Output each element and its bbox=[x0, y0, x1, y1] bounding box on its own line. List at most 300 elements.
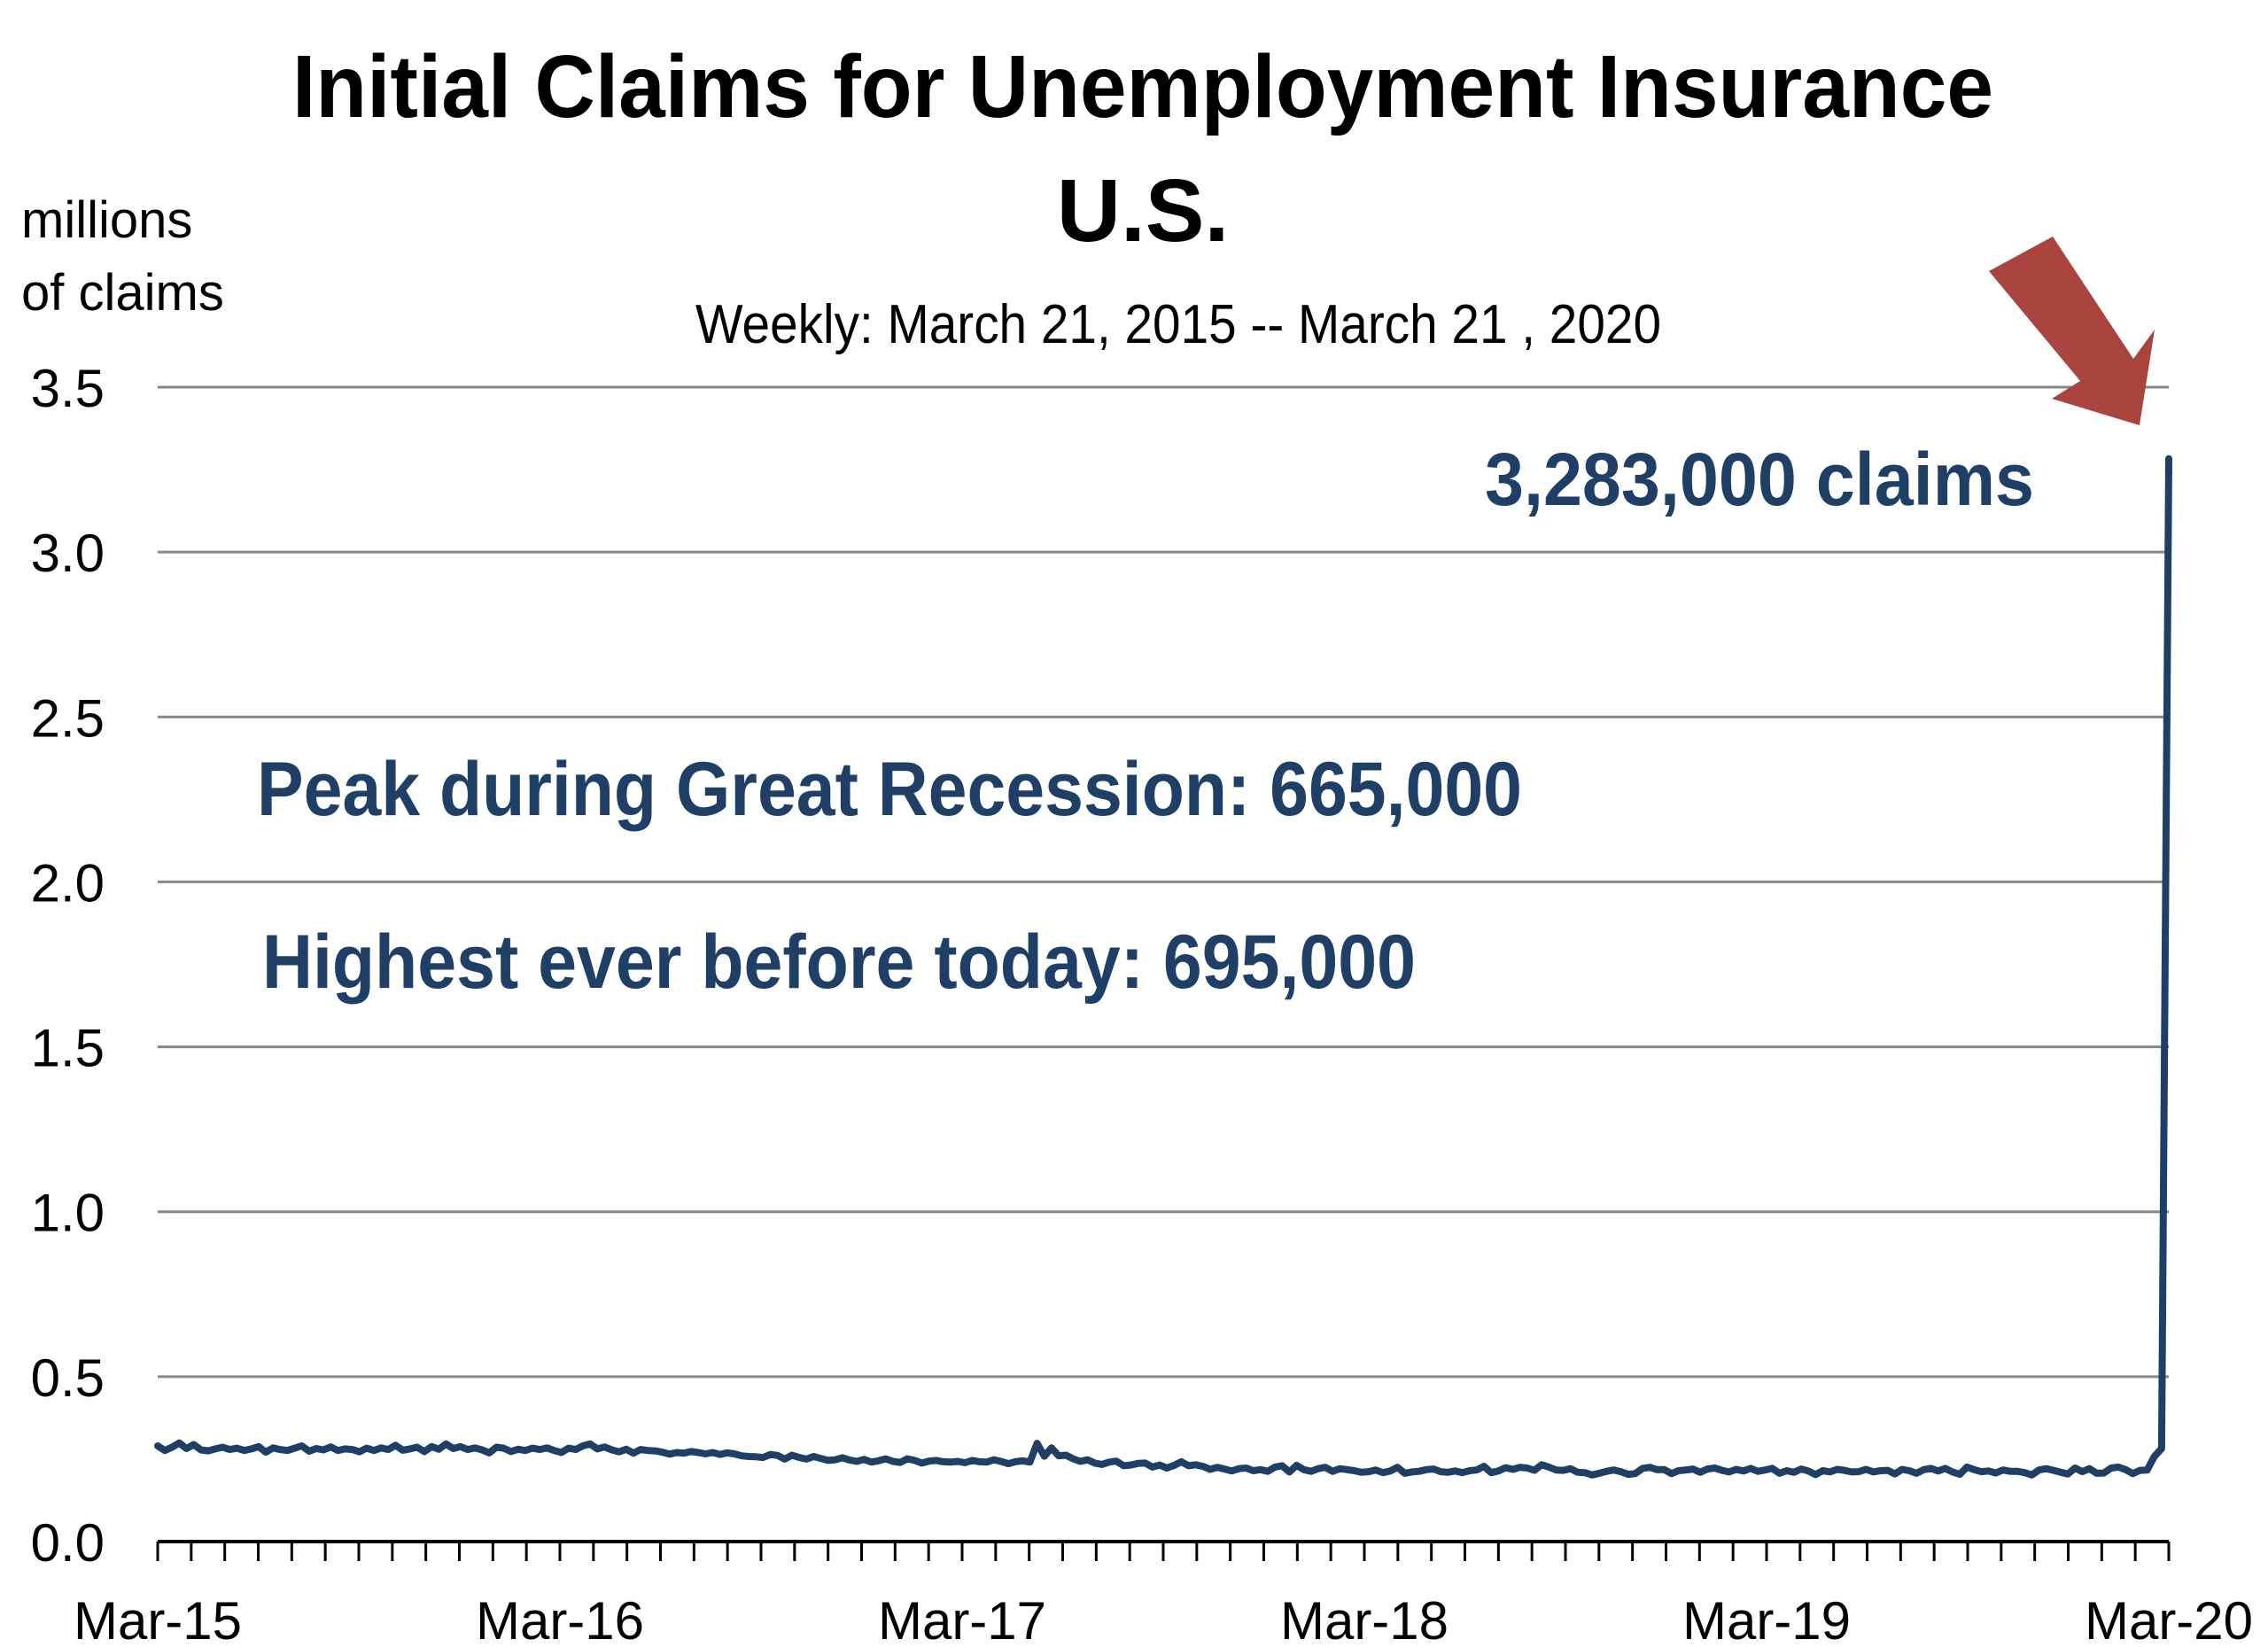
data-point bbox=[653, 1449, 656, 1453]
data-point bbox=[1295, 1464, 1299, 1467]
peak-claims-annotation: 3,283,000 claims bbox=[1485, 438, 2034, 521]
data-point bbox=[1627, 1472, 1630, 1476]
data-point bbox=[358, 1450, 361, 1454]
data-point bbox=[2059, 1471, 2062, 1474]
data-point bbox=[1439, 1470, 1442, 1473]
data-point bbox=[423, 1449, 426, 1453]
data-point bbox=[1763, 1468, 1767, 1472]
data-point bbox=[1029, 1460, 1032, 1464]
data-point bbox=[1078, 1460, 1082, 1464]
arrow-icon bbox=[1989, 237, 2155, 425]
data-point bbox=[819, 1457, 823, 1460]
data-point bbox=[1879, 1469, 1883, 1472]
data-point bbox=[494, 1446, 498, 1449]
data-point bbox=[1165, 1466, 1169, 1470]
data-point bbox=[1526, 1466, 1529, 1470]
data-point bbox=[848, 1458, 851, 1462]
data-point bbox=[1994, 1472, 1998, 1475]
data-point bbox=[1151, 1465, 1154, 1469]
data-point bbox=[1309, 1470, 1313, 1473]
data-point bbox=[1698, 1471, 1702, 1474]
data-point bbox=[437, 1448, 440, 1451]
data-point bbox=[703, 1452, 707, 1456]
data-point bbox=[1518, 1465, 1522, 1469]
data-point bbox=[206, 1449, 210, 1453]
data-point bbox=[1129, 1464, 1132, 1467]
data-point bbox=[293, 1447, 297, 1450]
data-point bbox=[1843, 1469, 1846, 1472]
data-point bbox=[1158, 1464, 1161, 1467]
data-point bbox=[985, 1460, 989, 1464]
data-point bbox=[877, 1459, 881, 1463]
data-point bbox=[711, 1451, 715, 1455]
data-point bbox=[250, 1447, 253, 1450]
x-tick-label: Mar-20 bbox=[2084, 1591, 2254, 1647]
highest-before-annotation: Highest ever before today: 695,000 bbox=[262, 920, 1416, 1005]
data-point bbox=[1619, 1470, 1623, 1473]
data-point bbox=[1172, 1464, 1176, 1467]
chart-subtitle: Weekly: March 21, 2015 -- March 21 , 2020 bbox=[695, 294, 1661, 355]
data-point bbox=[567, 1447, 571, 1450]
data-point bbox=[480, 1449, 484, 1452]
data-point bbox=[1454, 1469, 1457, 1472]
y-tick-label: 0.5 bbox=[30, 1348, 105, 1408]
data-point bbox=[466, 1448, 470, 1451]
data-point bbox=[1900, 1468, 1904, 1472]
data-point bbox=[452, 1447, 455, 1450]
data-point bbox=[1778, 1472, 1782, 1475]
y-axis-label-line2: of claims bbox=[21, 264, 224, 322]
data-point bbox=[1728, 1470, 1731, 1473]
data-point bbox=[1287, 1470, 1291, 1473]
x-tick-label: Mar-17 bbox=[877, 1591, 1047, 1647]
data-point bbox=[1540, 1463, 1543, 1466]
data-point bbox=[898, 1461, 902, 1464]
data-point bbox=[1864, 1468, 1868, 1472]
data-point bbox=[1547, 1465, 1550, 1469]
data-point bbox=[243, 1449, 246, 1452]
data-point bbox=[1814, 1472, 1817, 1476]
data-point bbox=[2102, 1472, 2106, 1475]
data-point bbox=[1922, 1468, 1925, 1472]
data-point bbox=[855, 1460, 858, 1464]
x-tick-label: Mar-19 bbox=[1682, 1591, 1852, 1647]
data-point bbox=[1663, 1468, 1666, 1472]
data-point bbox=[2117, 1465, 2120, 1469]
data-point bbox=[632, 1451, 635, 1455]
data-point bbox=[1302, 1468, 1306, 1472]
data-point bbox=[827, 1458, 830, 1462]
data-point bbox=[1576, 1471, 1580, 1474]
data-point bbox=[1014, 1460, 1017, 1464]
data-point bbox=[1418, 1470, 1421, 1473]
data-point bbox=[1792, 1471, 1796, 1474]
data-point bbox=[884, 1457, 888, 1461]
data-point bbox=[999, 1460, 1003, 1464]
data-point bbox=[1259, 1468, 1262, 1472]
data-point bbox=[1972, 1468, 1976, 1472]
y-tick-label: 1.0 bbox=[30, 1183, 105, 1243]
data-point bbox=[1266, 1470, 1270, 1473]
data-point bbox=[1187, 1464, 1191, 1467]
data-point bbox=[1425, 1468, 1428, 1472]
data-point bbox=[236, 1447, 239, 1450]
data-point bbox=[790, 1454, 794, 1457]
data-point bbox=[1829, 1470, 1832, 1473]
data-point bbox=[942, 1460, 945, 1464]
data-point bbox=[1317, 1467, 1320, 1471]
data-point bbox=[978, 1460, 982, 1464]
data-point bbox=[1403, 1472, 1407, 1475]
data-point bbox=[841, 1456, 844, 1459]
data-point bbox=[1604, 1470, 1608, 1473]
data-point bbox=[761, 1456, 765, 1459]
data-point bbox=[696, 1451, 700, 1455]
data-point bbox=[1179, 1460, 1183, 1464]
y-tick-label: 3.0 bbox=[30, 524, 105, 584]
data-point bbox=[1273, 1465, 1277, 1469]
data-point bbox=[661, 1450, 664, 1454]
data-point bbox=[783, 1457, 787, 1461]
data-point bbox=[553, 1449, 556, 1452]
data-point bbox=[416, 1446, 419, 1449]
data-point bbox=[1381, 1471, 1385, 1474]
data-point bbox=[2088, 1467, 2092, 1471]
data-point bbox=[365, 1447, 369, 1450]
data-point bbox=[1208, 1468, 1212, 1472]
data-point bbox=[1821, 1469, 1825, 1472]
data-point bbox=[1533, 1469, 1536, 1472]
data-point bbox=[1799, 1467, 1803, 1471]
data-point bbox=[1115, 1459, 1118, 1463]
data-point bbox=[1064, 1454, 1068, 1457]
data-point bbox=[1569, 1467, 1573, 1471]
data-point bbox=[1346, 1468, 1349, 1472]
data-point bbox=[1504, 1466, 1508, 1470]
data-point bbox=[430, 1445, 433, 1449]
data-point bbox=[2080, 1470, 2084, 1473]
data-point bbox=[1388, 1469, 1392, 1472]
data-point bbox=[804, 1457, 808, 1461]
data-point bbox=[1749, 1466, 1752, 1470]
data-point bbox=[1482, 1464, 1486, 1468]
data-point bbox=[1122, 1464, 1125, 1467]
data-point bbox=[747, 1455, 750, 1458]
data-point bbox=[682, 1451, 686, 1455]
data-point bbox=[156, 1444, 159, 1448]
data-point bbox=[221, 1446, 224, 1449]
data-point bbox=[891, 1460, 895, 1464]
y-tick-label: 0.0 bbox=[30, 1513, 105, 1573]
data-point bbox=[214, 1447, 217, 1450]
data-point bbox=[689, 1449, 693, 1453]
data-point bbox=[2023, 1471, 2026, 1474]
data-point bbox=[1050, 1446, 1053, 1449]
data-point bbox=[992, 1458, 996, 1462]
data-point bbox=[372, 1449, 376, 1452]
data-point bbox=[271, 1446, 275, 1449]
data-point bbox=[1684, 1468, 1688, 1472]
data-point bbox=[1958, 1472, 1961, 1476]
y-tick-labels bbox=[31, 359, 105, 1573]
data-point bbox=[1043, 1455, 1046, 1458]
data-point bbox=[1554, 1468, 1557, 1472]
data-point bbox=[2160, 1447, 2163, 1450]
data-point bbox=[2146, 1468, 2149, 1472]
data-point bbox=[379, 1446, 383, 1449]
data-point bbox=[1331, 1470, 1334, 1473]
data-point bbox=[2139, 1469, 2142, 1472]
data-point bbox=[1201, 1464, 1205, 1468]
data-point bbox=[1100, 1463, 1104, 1466]
data-point bbox=[1915, 1472, 1918, 1475]
x-tick-label: Mar-18 bbox=[1279, 1591, 1449, 1647]
data-point bbox=[1987, 1469, 1991, 1472]
y-axis-label-line1: millions bbox=[21, 191, 193, 249]
data-point bbox=[1907, 1469, 1911, 1472]
data-point bbox=[617, 1450, 621, 1454]
data-point bbox=[1410, 1470, 1414, 1473]
data-point bbox=[588, 1442, 592, 1446]
data-point bbox=[2153, 1455, 2156, 1458]
data-point bbox=[754, 1455, 757, 1458]
data-point bbox=[1720, 1469, 1724, 1472]
data-point bbox=[264, 1450, 268, 1454]
data-point bbox=[1432, 1467, 1435, 1471]
data-point bbox=[1338, 1467, 1341, 1471]
data-point bbox=[639, 1448, 642, 1451]
data-point bbox=[1252, 1469, 1255, 1472]
data-point bbox=[1677, 1469, 1681, 1472]
data-point bbox=[2016, 1470, 2019, 1473]
gridlines bbox=[158, 387, 2169, 1377]
data-point bbox=[1735, 1468, 1738, 1472]
data-point bbox=[394, 1443, 398, 1447]
data-point bbox=[1893, 1472, 1897, 1476]
data-point bbox=[1944, 1466, 1947, 1470]
data-point bbox=[935, 1458, 938, 1462]
data-point bbox=[2131, 1472, 2134, 1475]
data-point bbox=[726, 1451, 729, 1455]
data-point bbox=[668, 1452, 672, 1456]
data-point bbox=[797, 1456, 801, 1459]
data-point bbox=[1475, 1468, 1479, 1472]
data-point bbox=[920, 1461, 923, 1464]
data-point bbox=[322, 1449, 325, 1452]
data-point bbox=[1771, 1466, 1775, 1470]
data-point bbox=[1705, 1467, 1709, 1471]
data-point bbox=[170, 1446, 174, 1449]
data-point bbox=[1194, 1463, 1198, 1466]
data-point bbox=[834, 1458, 837, 1462]
data-point bbox=[386, 1448, 390, 1451]
data-point bbox=[913, 1458, 916, 1462]
chart-title: Initial Claims for Unemployment Insurance bbox=[292, 37, 1993, 136]
data-point bbox=[2124, 1468, 2127, 1472]
data-point bbox=[1245, 1466, 1248, 1470]
data-point bbox=[1093, 1461, 1097, 1464]
data-point bbox=[228, 1448, 231, 1451]
great-recession-annotation: Peak during Great Recession: 665,000 bbox=[257, 747, 1522, 832]
data-point bbox=[1806, 1469, 1810, 1472]
data-point bbox=[928, 1459, 931, 1463]
data-point bbox=[1137, 1462, 1140, 1465]
data-point bbox=[502, 1447, 506, 1450]
data-point bbox=[1468, 1469, 1472, 1472]
y-tick-label: 1.5 bbox=[30, 1018, 105, 1078]
data-point bbox=[1597, 1472, 1601, 1475]
data-point bbox=[1648, 1465, 1651, 1469]
data-point bbox=[2001, 1468, 2005, 1472]
data-point bbox=[487, 1451, 491, 1455]
data-point bbox=[2008, 1470, 2012, 1473]
data-point bbox=[574, 1448, 578, 1451]
data-point bbox=[199, 1449, 203, 1452]
data-point bbox=[1237, 1467, 1240, 1471]
data-point bbox=[949, 1460, 952, 1464]
data-point bbox=[401, 1449, 405, 1452]
y-tick-label: 3.5 bbox=[30, 359, 105, 418]
data-point bbox=[1216, 1465, 1219, 1469]
data-point bbox=[1071, 1457, 1075, 1461]
data-point bbox=[517, 1448, 520, 1451]
data-point bbox=[1057, 1454, 1060, 1457]
data-point bbox=[1353, 1469, 1356, 1472]
data-point bbox=[336, 1449, 339, 1452]
data-point bbox=[1511, 1468, 1515, 1472]
data-point bbox=[1223, 1467, 1226, 1471]
data-point bbox=[1965, 1465, 1969, 1469]
data-point bbox=[1670, 1472, 1674, 1475]
data-point bbox=[1785, 1469, 1789, 1472]
x-tick-label: Mar-16 bbox=[475, 1591, 645, 1647]
data-point bbox=[1367, 1470, 1371, 1473]
data-point bbox=[1836, 1468, 1839, 1472]
data-point bbox=[1742, 1469, 1745, 1472]
data-point bbox=[329, 1445, 332, 1449]
data-point bbox=[956, 1460, 959, 1464]
data-point bbox=[1446, 1471, 1449, 1474]
data-point bbox=[1641, 1466, 1644, 1470]
data-point bbox=[1951, 1470, 1954, 1473]
data-point bbox=[1086, 1458, 1090, 1462]
data-point bbox=[776, 1454, 780, 1457]
data-point bbox=[1713, 1466, 1716, 1470]
data-point bbox=[1395, 1465, 1399, 1469]
data-point bbox=[2167, 457, 2171, 461]
data-point bbox=[2073, 1466, 2077, 1470]
data-point bbox=[1590, 1473, 1594, 1477]
data-point bbox=[1107, 1460, 1111, 1464]
data-point bbox=[192, 1443, 196, 1447]
data-point bbox=[1980, 1470, 1984, 1473]
data-point bbox=[646, 1449, 649, 1452]
data-point bbox=[1562, 1469, 1565, 1472]
data-point bbox=[870, 1460, 874, 1464]
data-point bbox=[733, 1452, 736, 1456]
data-point bbox=[2045, 1467, 2048, 1471]
data-point bbox=[1360, 1471, 1363, 1474]
data-point bbox=[1324, 1465, 1327, 1469]
data-point bbox=[286, 1449, 290, 1452]
data-point bbox=[1036, 1441, 1039, 1445]
data-point bbox=[675, 1451, 679, 1455]
data-point bbox=[862, 1457, 866, 1461]
data-point bbox=[2030, 1473, 2033, 1477]
data-point bbox=[1280, 1464, 1284, 1467]
data-point bbox=[1756, 1470, 1759, 1473]
data-point bbox=[307, 1449, 311, 1453]
data-point bbox=[718, 1453, 722, 1457]
data-point bbox=[531, 1447, 534, 1450]
data-point bbox=[1583, 1471, 1587, 1474]
data-point bbox=[2052, 1469, 2055, 1472]
data-point bbox=[1144, 1461, 1147, 1464]
data-point bbox=[315, 1447, 318, 1450]
data-point bbox=[1374, 1468, 1378, 1472]
data-point bbox=[1496, 1469, 1500, 1472]
data-point bbox=[963, 1461, 967, 1464]
data-point bbox=[1634, 1472, 1637, 1475]
data-point bbox=[344, 1447, 347, 1450]
data-point bbox=[610, 1449, 614, 1452]
data-point bbox=[177, 1441, 181, 1445]
data-point bbox=[581, 1444, 585, 1448]
y-tick-label: 2.0 bbox=[30, 853, 105, 913]
data-point bbox=[408, 1447, 412, 1450]
chart-title-line2: U.S. bbox=[1056, 161, 1230, 260]
data-point bbox=[545, 1446, 548, 1449]
data-point bbox=[602, 1445, 606, 1449]
data-point bbox=[1850, 1470, 1853, 1473]
data-point bbox=[2066, 1472, 2070, 1476]
data-point bbox=[473, 1446, 477, 1449]
data-point bbox=[538, 1448, 541, 1451]
data-point bbox=[560, 1451, 563, 1455]
data-point bbox=[1691, 1467, 1695, 1471]
data-point bbox=[444, 1442, 447, 1446]
data-point bbox=[1230, 1469, 1233, 1472]
data-point bbox=[1655, 1468, 1658, 1472]
data-point bbox=[185, 1447, 189, 1450]
data-point bbox=[625, 1448, 628, 1451]
data-point bbox=[524, 1449, 527, 1452]
data-point bbox=[1937, 1469, 1940, 1472]
data-point bbox=[740, 1454, 743, 1457]
data-point bbox=[812, 1455, 815, 1458]
data-point bbox=[459, 1445, 462, 1449]
y-tick-label: 2.5 bbox=[30, 688, 105, 749]
data-point bbox=[1612, 1468, 1616, 1472]
data-point bbox=[2095, 1472, 2099, 1475]
data-point bbox=[257, 1445, 260, 1449]
data-point bbox=[1461, 1471, 1464, 1474]
data-point bbox=[1857, 1470, 1860, 1473]
data-point bbox=[1006, 1462, 1010, 1465]
data-point bbox=[300, 1444, 304, 1448]
data-point bbox=[2109, 1466, 2113, 1470]
data-point bbox=[509, 1449, 513, 1453]
x-axis bbox=[74, 1542, 2253, 1647]
data-point bbox=[1871, 1470, 1875, 1473]
data-point bbox=[970, 1458, 974, 1462]
data-point bbox=[595, 1447, 599, 1450]
data-point bbox=[769, 1453, 773, 1457]
data-point bbox=[163, 1449, 167, 1452]
data-point bbox=[351, 1448, 354, 1451]
data-point bbox=[1886, 1469, 1890, 1472]
data-point bbox=[278, 1448, 282, 1451]
